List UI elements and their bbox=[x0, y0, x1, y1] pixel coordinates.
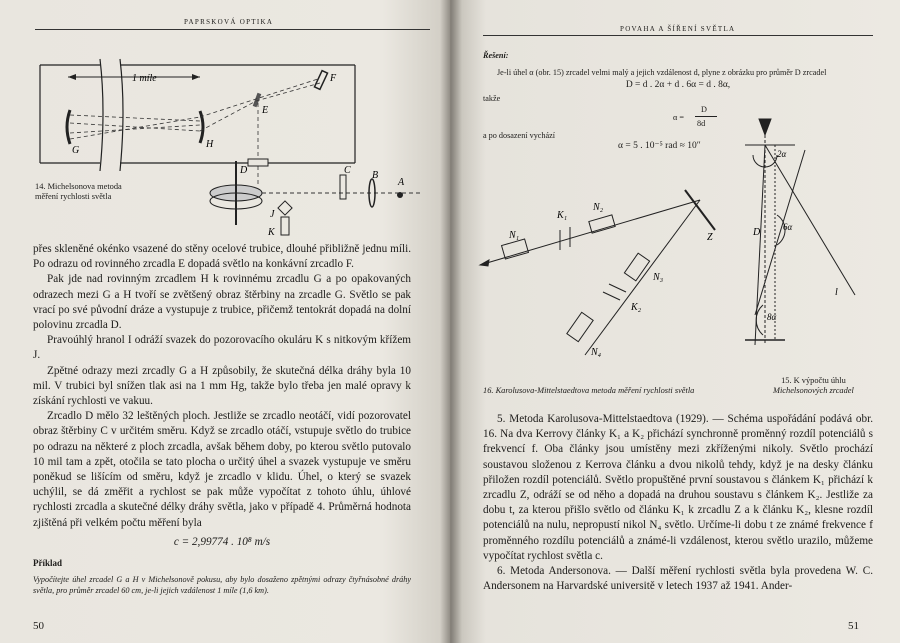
source-a bbox=[397, 192, 403, 198]
label-k2: K₂ bbox=[631, 302, 642, 313]
label-n2: N₂ bbox=[593, 202, 604, 213]
mirror-z bbox=[685, 190, 715, 230]
light-rays bbox=[70, 79, 320, 185]
label-g: G bbox=[72, 145, 80, 156]
nicol-n4 bbox=[567, 312, 593, 341]
window bbox=[248, 159, 268, 166]
paragraph: 5. Metoda Karolusova-Mittelstaedtova (1929). — Schéma uspořádání podává obr. 16. Na dva Kerrovy články K₁ a K₂ přichází synchronně proměnný rozdíl potenciálů s frekvencí f. Oba články jsou umístěny mezi zkříženými nikoly. Světlo prochází soustavou složenou z Kerrova článku a dvou nikolů tehdy, když je na desky článku přiložen rozdíl potenciálů. Světlo propuštěné první soustavou s článkem K₁ přichází k zrcadlu Z, odráží se od něho a dopadá na druhou soustavu s článkem K₂. Jestliže za dobu t, za kterou přišlo světlo od článku K₁ k zrcadlu Z a k článku K₂, klesne rozdíl potenciálů na nulu, nepropustí nikol N₄ světlo. Určíme-li dobu t ze známé frekvence f proměnného rozdílu potenciálů a známé-li vzdálenost, kterou světlo urazilo, můžeme vypočítat rychlost světla c. bbox=[483, 413, 873, 562]
solution-heading: Řešení: bbox=[483, 51, 509, 60]
solution-dosazeni: a po dosazení vychází bbox=[483, 131, 556, 140]
paragraph: Pak jde nad rovinným zrcadlem H k rovinnému zrcadlu G a po opakovaných odrazech mezi G a H tvoří se zvětšený obraz štěrbiny na zrcadle G. Světlo se pak vrací po své původní dráze a vystupuje z trubice, přičemž tentokrát dopadá na dolní polovinu zrcadla D. bbox=[33, 273, 411, 332]
label-measure: 1 míle bbox=[132, 73, 157, 84]
label-j: J bbox=[270, 209, 275, 220]
angle-figure bbox=[725, 115, 865, 375]
eq2-den: 8d bbox=[697, 119, 706, 128]
page-number-right: 51 bbox=[848, 620, 859, 632]
caption-line-1: 14. Michelsonova metoda bbox=[35, 182, 122, 191]
label-n4: N₄ bbox=[591, 347, 602, 358]
mirror-f bbox=[314, 71, 327, 90]
caption-line-2: měření rychlosti světla bbox=[35, 192, 112, 201]
right-page bbox=[450, 0, 900, 643]
header-rule bbox=[35, 29, 430, 30]
book-gutter bbox=[440, 0, 462, 643]
tube bbox=[40, 59, 355, 171]
equation-1: D = d . 2α + d . 6α = d . 8α, bbox=[625, 80, 731, 90]
paragraph: Pravoúhlý hranol I odráží svazek do pozorovacího okuláru K s nitkovým křížem J. bbox=[33, 334, 411, 362]
slit-c bbox=[340, 175, 346, 199]
header-rule bbox=[483, 35, 873, 36]
label-k1: K₁ bbox=[557, 210, 568, 221]
nicol-n3 bbox=[624, 253, 649, 281]
nicol-n1 bbox=[502, 239, 529, 259]
mirror-g bbox=[67, 110, 70, 144]
right-running-head: POVAHA A ŠÍŘENÍ SVĚTLA bbox=[620, 25, 736, 33]
label-z: Z bbox=[707, 232, 713, 243]
paragraph: Zrcadlo D mělo 32 leštěných ploch. Jestliže se zrcadlo neotáčí, vidí pozorovatel obraz štěrbiny C v určitém směru. Když se zrcadlo otáčí, vstupuje světlo do trubice po odrazu na některé z ploch zrcadla, avšak během doby, po kterou světlo putovalo 10 mil tam a zpět, otočila se tato plocha o určitý úhel a svazek vystupuje ve směru poněkud se lišícím od směru, když je zrcadlo v klidu. Úhel, o který se svazek uchýlil, se dá změřit a rychlost se pak může vypočítat z tohoto úhlu, úhlové rychlosti zrcadla a skutečné délky dráhy světla, jako v případě 4. Průměrná hodnota zjištěná při velkém počtu měření byla bbox=[33, 410, 411, 529]
label-8alpha: 8α bbox=[767, 312, 777, 322]
caption-line-1: 15. K výpočtu úhlu bbox=[781, 376, 846, 385]
label-c: C bbox=[344, 165, 351, 176]
nicol-n2 bbox=[589, 215, 615, 233]
paragraph: přes skleněné okénko vsazené do stěny ocelové trubice, dlouhé přibližně jednu míli. Po odrazu od rovinného zrcadla E dopadá světlo na konkávní zrcadlo F. bbox=[33, 243, 411, 271]
label-d: D bbox=[753, 227, 761, 238]
label-6alpha: 6α bbox=[783, 222, 793, 232]
figure-14-caption bbox=[35, 182, 122, 202]
label-n1: N₁ bbox=[509, 230, 520, 241]
label-n3: N₃ bbox=[653, 272, 664, 283]
label-d: D bbox=[240, 165, 248, 176]
page-number-left: 50 bbox=[33, 620, 44, 632]
left-body-text bbox=[33, 242, 411, 596]
formula: c = 2,99774 . 10⁸ m/s bbox=[173, 535, 271, 548]
solution-text: Je-li úhel α (obr. 15) zrcadel velmi malý a jejich vzdálenost d, plyne z obrázku pro průměr D zrcadel bbox=[497, 68, 827, 77]
eq2-lhs: α = bbox=[673, 113, 684, 122]
left-running-head: PAPRSKOVÁ OPTIKA bbox=[184, 18, 274, 26]
example-text: Vypočítejte úhel zrcadel G a H v Michelsonově pokusu, aby bylo dosaženo zpětnými odrazy čtyřnásobné dráhy světla, pro průměr zrcadel 60 cm, je-li jejich vzdálenost 1 míle (1,6 km). bbox=[33, 575, 411, 596]
label-b: B bbox=[372, 170, 379, 181]
figure-16-caption: 16. Karolusova-Mittelstaedtova metoda měření rychlosti světla bbox=[483, 386, 695, 395]
figure-15-caption bbox=[773, 376, 854, 396]
example-heading: Příklad bbox=[33, 558, 63, 569]
michelson-figure bbox=[0, 35, 420, 250]
label-f: F bbox=[330, 73, 337, 84]
paragraph: 6. Metoda Andersonova. — Další měření rychlosti světla byla provedena W. C. Andersonem na Harvardské universitě v letech 1937 až 1941. Ander- bbox=[483, 565, 873, 593]
label-h: H bbox=[206, 139, 214, 150]
right-body-text bbox=[483, 412, 873, 594]
paragraph: Zpětné odrazy mezi zrcadly G a H způsobily, že skutečná délka dráhy byla 10 mil. V trubici byl snížen tlak asi na 1 mm Hg, takže bylo třeba jen malé opravy k získání rychlosti ve vakuu. bbox=[33, 364, 411, 408]
solution-takze: takže bbox=[483, 94, 501, 103]
eq2-num: D bbox=[701, 105, 707, 114]
caption-line-2: Michelsonových zrcadel bbox=[773, 386, 854, 395]
label-2alpha: 2α bbox=[777, 149, 787, 159]
label-l: l bbox=[835, 287, 838, 298]
karolus-figure bbox=[475, 180, 755, 380]
label-e: E bbox=[262, 105, 269, 116]
label-k: K bbox=[268, 227, 275, 238]
equation-3: α = 5 . 10⁻⁵ rad ≈ 10″ bbox=[618, 141, 701, 151]
label-a: A bbox=[398, 177, 405, 188]
